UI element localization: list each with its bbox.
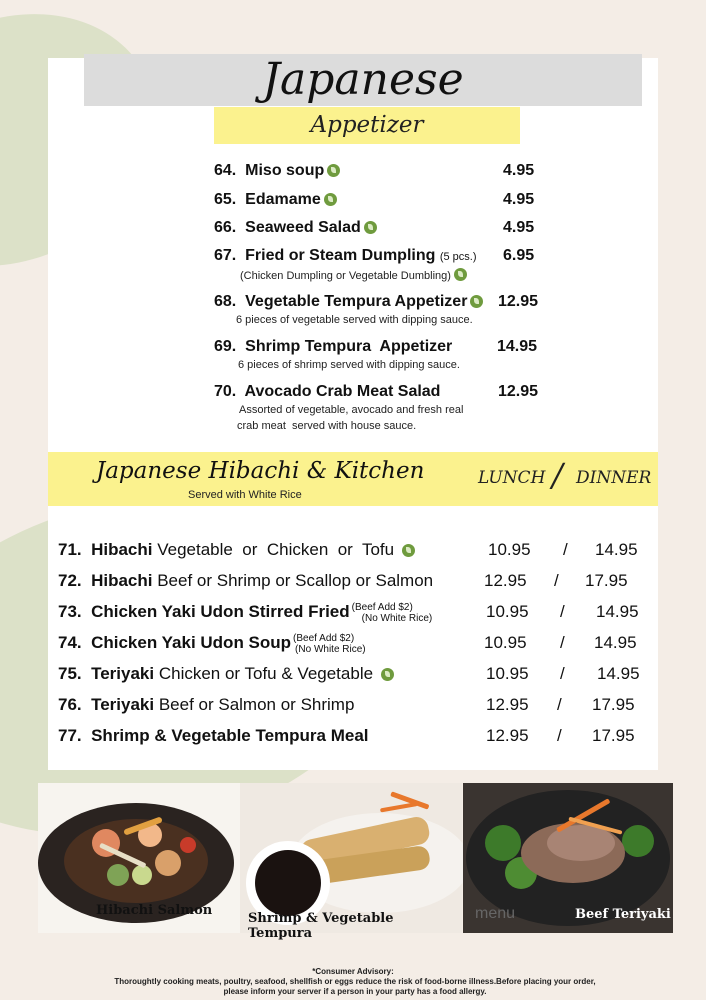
menu-item: 74. Chicken Yaki Udon Soup (Beef Add $2) (No White Rice) xyxy=(58,633,366,655)
lunch-price: 10.95 xyxy=(486,664,529,683)
item-price: 4.95 xyxy=(503,162,535,179)
hibachi-salmon-photo xyxy=(38,783,240,933)
item-price: 4.95 xyxy=(503,191,535,208)
dinner-label: DINNER xyxy=(576,468,652,488)
dinner-price: 14.95 xyxy=(594,633,637,652)
menu-item: 65. Edamame xyxy=(214,191,337,209)
menu-item: 75. Teriyaki Chicken or Tofu & Vegetable xyxy=(58,664,394,684)
item-description: Assorted of vegetable, avocado and fresh real xyxy=(239,404,464,416)
menu-item: 67. Fried or Steam Dumpling (5 pcs.) xyxy=(214,247,477,264)
item-price: 4.95 xyxy=(503,219,535,236)
photo-caption: Hibachi Salmon xyxy=(96,903,213,918)
vegetarian-leaf-icon xyxy=(454,268,467,281)
price-separator: / xyxy=(563,540,568,559)
lunch-label: LUNCH xyxy=(478,468,546,488)
item-price: 14.95 xyxy=(497,338,538,355)
lunch-price: 10.95 xyxy=(486,602,529,621)
dinner-price: 17.95 xyxy=(592,726,635,745)
lunch-price: 12.95 xyxy=(484,571,527,590)
advisory-text: Thoroughtly cooking meats, poultry, seafood, shellfish or eggs reduce the risk of food-borne illness.Before placing your order, please inform your server if a person in your party has a food allergy. xyxy=(114,977,596,996)
vegetarian-leaf-icon xyxy=(381,668,394,681)
dinner-price: 14.95 xyxy=(597,664,640,683)
hibachi-heading: Japanese Hibachi & Kitchen xyxy=(96,458,425,484)
dinner-price: 14.95 xyxy=(595,540,638,559)
menu-item: 72. Hibachi Beef or Shrimp or Scallop or Salmon xyxy=(58,571,434,590)
dinner-price: 17.95 xyxy=(592,695,635,714)
item-price: 12.95 xyxy=(498,383,539,400)
lunch-price: 10.95 xyxy=(484,633,527,652)
price-separator: / xyxy=(554,571,559,590)
vegetarian-leaf-icon xyxy=(364,221,377,234)
dinner-price: 14.95 xyxy=(596,602,639,621)
menu-item: 66. Seaweed Salad xyxy=(214,219,377,237)
vegetarian-leaf-icon xyxy=(470,295,483,308)
menu-item: 69. Shrimp Tempura Appetizer xyxy=(214,338,453,355)
menu-item: 68. Vegetable Tempura Appetizer xyxy=(214,293,483,311)
price-separator: / xyxy=(560,664,565,683)
vegetarian-leaf-icon xyxy=(402,544,415,557)
lunch-price: 10.95 xyxy=(488,540,531,559)
appetizer-heading: Appetizer xyxy=(214,107,520,144)
advisory-title: *Consumer Advisory: xyxy=(312,967,394,976)
tempura-photo xyxy=(240,783,462,941)
lunch-dinner-divider: / xyxy=(552,456,563,494)
menu-item: 76. Teriyaki Beef or Salmon or Shrimp xyxy=(58,695,355,714)
price-separator: / xyxy=(557,695,562,714)
price-separator: / xyxy=(557,726,562,745)
lunch-price: 12.95 xyxy=(486,726,529,745)
price-separator: / xyxy=(560,633,565,652)
item-price: 12.95 xyxy=(498,293,539,310)
lunch-price: 12.95 xyxy=(486,695,529,714)
photo-caption: Shrimp & Vegetable Tempura xyxy=(248,911,394,941)
vegetarian-leaf-icon xyxy=(327,164,340,177)
menu-item: 64. Miso soup xyxy=(214,162,340,180)
menu-item: 70. Avocado Crab Meat Salad xyxy=(214,383,441,400)
menu-item: 71. Hibachi Vegetable or Chicken or Tofu xyxy=(58,540,415,560)
hibachi-subheading: Served with White Rice xyxy=(188,489,302,501)
price-separator: / xyxy=(560,602,565,621)
page-title: Japanese xyxy=(84,54,642,106)
item-price: 6.95 xyxy=(503,247,535,264)
watermark: menu xyxy=(475,905,516,922)
vegetarian-leaf-icon xyxy=(324,193,337,206)
item-description: 6 pieces of shrimp served with dipping sauce. xyxy=(238,359,460,371)
dinner-price: 17.95 xyxy=(585,571,628,590)
item-description: 6 pieces of vegetable served with dipping sauce. xyxy=(236,314,473,326)
menu-item: 73. Chicken Yaki Udon Stirred Fried (Beef Add $2) (No White Rice) xyxy=(58,602,433,624)
photo-caption: Beef Teriyaki xyxy=(575,907,671,922)
beef-teriyaki-photo xyxy=(463,783,673,933)
item-description: crab meat served with house sauce. xyxy=(237,420,417,432)
menu-item: 77. Shrimp & Vegetable Tempura Meal xyxy=(58,726,369,745)
item-description: (Chicken Dumpling or Vegetable Dumbling) xyxy=(240,268,467,282)
